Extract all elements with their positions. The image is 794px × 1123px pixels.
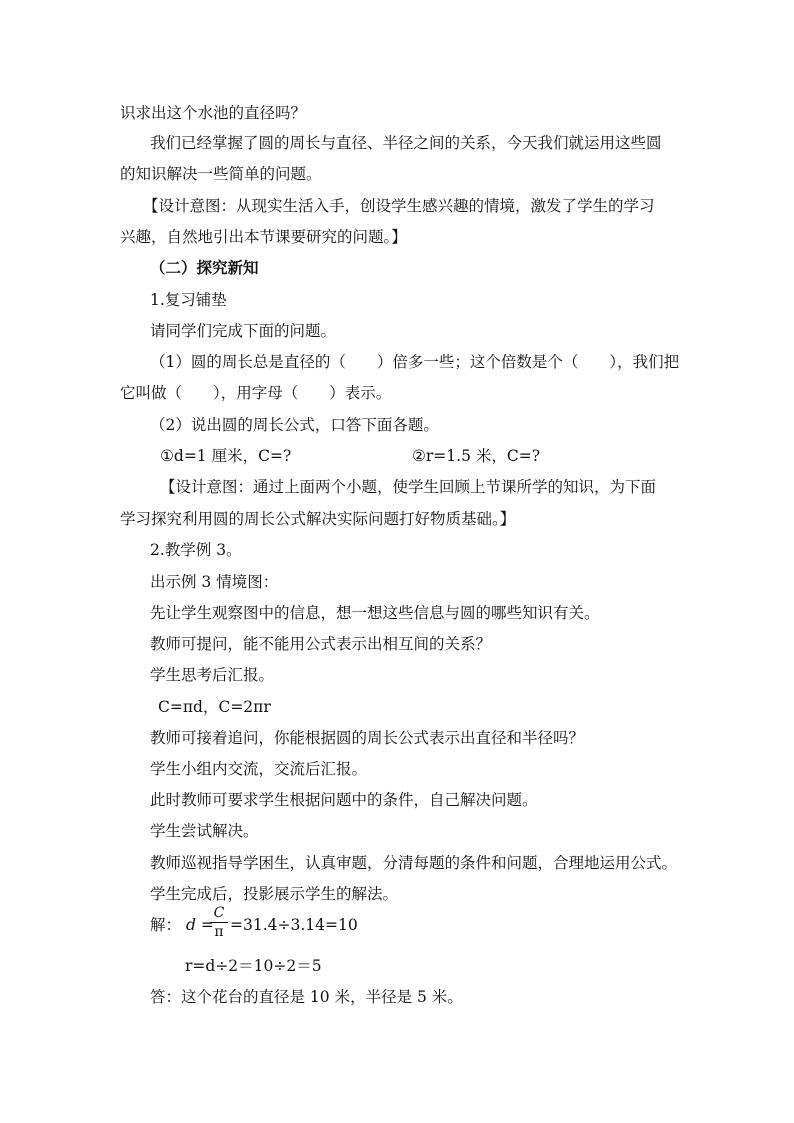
solution-line-2: r=d÷2＝10÷2＝5 bbox=[185, 957, 322, 975]
text-line: 学生完成后，投影展示学生的解法。 bbox=[150, 885, 399, 903]
text-line: 学生尝试解决。 bbox=[150, 822, 259, 840]
text-line: 出示例 3 情境图： bbox=[150, 573, 279, 591]
text-line: 学生小组内交流，交流后汇报。 bbox=[150, 760, 368, 778]
text-line: 先让学生观察图中的信息，想一想这些信息与圆的哪些知识有关。 bbox=[150, 604, 600, 622]
fraction-bar bbox=[210, 922, 228, 923]
text-line: 的知识解决一些简单的问题。 bbox=[120, 165, 322, 183]
solution-rhs: =31.4÷3.14=10 bbox=[230, 916, 358, 934]
text-line: （2）说出圆的周长公式，口答下面各题。 bbox=[150, 416, 439, 434]
text-line: 学习探究利用圆的周长公式解决实际问题打好物质基础。】 bbox=[120, 510, 516, 528]
fraction-numerator: C bbox=[213, 905, 225, 921]
solution-lhs: d = bbox=[186, 916, 214, 934]
text-line: 请同学们完成下面的问题。 bbox=[150, 322, 337, 340]
text-line: ①d=1 厘米，C=? bbox=[160, 447, 292, 465]
fraction-denominator: π bbox=[214, 924, 224, 940]
answer-line: 答：这个花台的直径是 10 米，半径是 5 米。 bbox=[150, 988, 463, 1006]
text-line: ②r=1.5 米，C=? bbox=[412, 447, 541, 465]
text-line: 我们已经掌握了圆的周长与直径、半径之间的关系，今天我们就运用这些圆 bbox=[150, 134, 662, 152]
text-line: 【设计意图：从现实生活入手，创设学生感兴趣的情境，激发了学生的学习 bbox=[143, 197, 655, 215]
text-line: 1.复习铺垫 bbox=[150, 291, 227, 309]
text-line: 教师可提问，能不能用公式表示出相互间的关系？ bbox=[150, 635, 492, 653]
text-line: 它叫做（ ），用字母（ ）表示。 bbox=[120, 384, 392, 402]
text-line: 【设计意图：通过上面两个小题，使学生回顾上节课所学的知识，为下面 bbox=[160, 478, 657, 496]
formula-line: C=πd，C=2πr bbox=[158, 698, 271, 716]
text-line: 此时教师可要求学生根据问题中的条件，自己解决问题。 bbox=[150, 791, 538, 809]
text-line: 兴趣，自然地引出本节课要研究的问题。】 bbox=[120, 228, 407, 246]
text-line: 教师巡视指导学困生，认真审题，分清每题的条件和问题，合理地运用公式。 bbox=[150, 854, 678, 872]
section-heading: （二）探究新知 bbox=[150, 258, 259, 277]
text-line: 识求出这个水池的直径吗？ bbox=[120, 104, 307, 122]
fraction bbox=[210, 905, 228, 940]
text-line: 2.教学例 3。 bbox=[150, 541, 242, 559]
text-line: 教师可接着追问，你能根据圆的周长公式表示出直径和半径吗？ bbox=[150, 729, 585, 747]
text-line: （1）圆的周长总是直径的（ ）倍多一些；这个倍数是个（ ），我们把 bbox=[150, 353, 680, 371]
text-line: 学生思考后汇报。 bbox=[150, 666, 275, 684]
solution-label: 解： bbox=[150, 916, 182, 934]
